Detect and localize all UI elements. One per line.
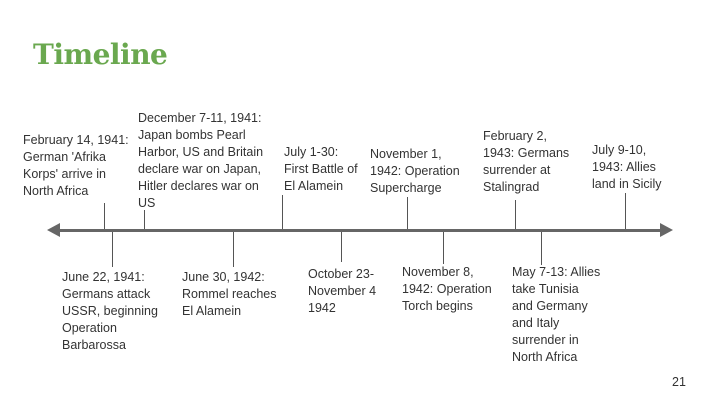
event-text: February 2, 1943: Germans surrender at Stalingrad	[483, 129, 570, 194]
event-text: June 22, 1941: Germans attack USSR, beginning Operation Barbarossa	[62, 270, 158, 352]
event-text: October 23- November 4 1942	[308, 267, 377, 315]
event-text: May 7-13: Allies take Tunisia and Germany and Italy surrender in North Africa	[512, 265, 601, 364]
event-text: July 9-10, 1943: Allies land in Sicily	[592, 143, 662, 191]
tick-may-1943	[541, 232, 542, 265]
tick-jul-1942	[282, 195, 283, 229]
slide-title: Timeline	[33, 38, 168, 71]
tick-oct-1942	[341, 232, 342, 262]
tick-feb-1941	[104, 203, 105, 229]
tick-jul-1943	[625, 193, 626, 229]
event-text: June 30, 1942: Rommel reaches El Alamein	[182, 270, 277, 318]
event-text: November 1, 1942: Operation Supercharge	[370, 147, 460, 195]
tick-jun-1942	[233, 232, 234, 267]
tick-jun-1941	[112, 232, 113, 267]
event-text: February 14, 1941: German 'Afrika Korps' arrive in North Africa	[23, 133, 129, 198]
tick-dec-1941	[144, 210, 145, 229]
event-text: December 7-11, 1941: Japan bombs Pearl Harbor, US and Britain declare war on Japan, Hitler declares war on US	[138, 111, 264, 210]
tick-nov1-1942	[407, 197, 408, 229]
axis-arrow-right	[660, 223, 673, 237]
event-text: July 1-30: First Battle of El Alamein	[284, 145, 358, 193]
event-text: November 8, 1942: Operation Torch begins	[402, 265, 492, 313]
tick-nov8-1942	[443, 232, 444, 264]
tick-feb-1943	[515, 200, 516, 229]
page-number: 21	[672, 375, 686, 389]
timeline-axis	[58, 229, 662, 232]
